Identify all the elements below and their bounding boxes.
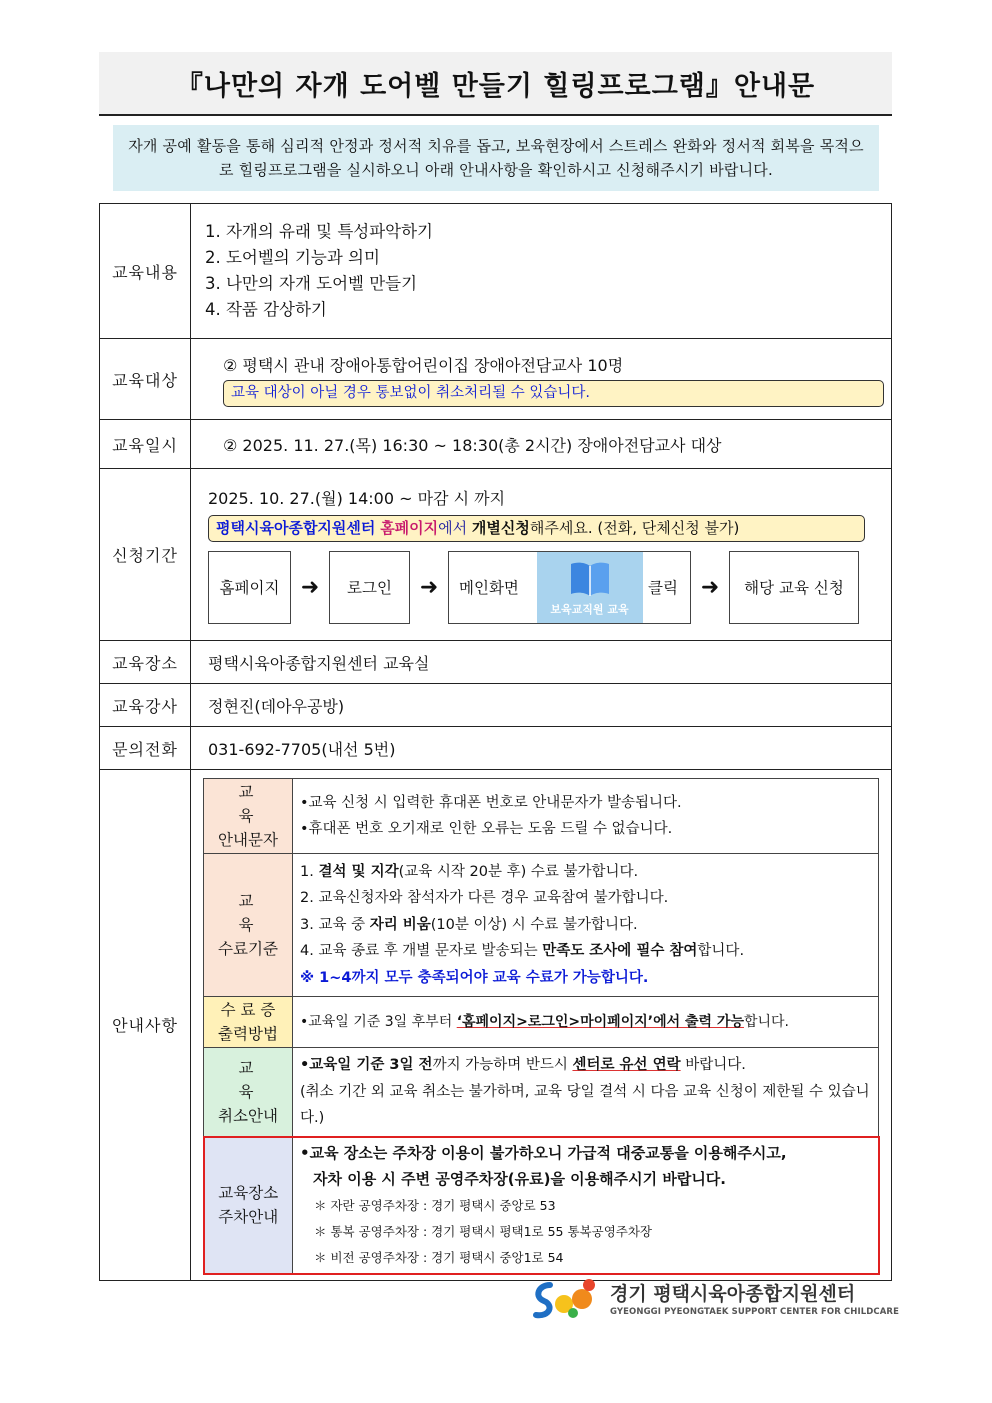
row-content <box>100 204 892 339</box>
content-item-3: 3. 나만의 자개 도어벨 만들기 <box>205 274 418 293</box>
target-text: ② 평택시 관내 장애아통합어린이집 장애아전담교사 10명 <box>223 355 624 375</box>
step-login: 로그인 <box>329 551 410 624</box>
target-note: 교육 대상이 아닐 경우 통보없이 취소처리될 수 있습니다. <box>223 380 884 407</box>
page-title: 『나만의 자개 도어벨 만들기 힐링프로그램』안내문 <box>99 52 892 116</box>
book-icon <box>568 558 612 598</box>
parking-lot-3: ＊ 비전 공영주차장 : 경기 평택시 중앙1로 54 <box>314 1249 564 1265</box>
apply-note-end: 해주세요. (전화, 단체신청 불가) <box>529 518 740 537</box>
apply-flow <box>208 551 868 624</box>
date-text: ② 2025. 11. 27.(목) 16:30 ~ 18:30(총 2시간) 장애아전담교사 대상 <box>223 435 722 455</box>
target-cell <box>191 339 892 420</box>
label-content: 교육내용 <box>100 204 191 339</box>
intro-text: 자개 공예 활동을 통해 심리적 안정과 정서적 치유를 돕고, 보육현장에서 스트레스 완화와 정서적 회복을 목적으로 힐링프로그램을 실시하오니 아래 안내사항을 확인하시고 신청해주시기 바랍니다. <box>113 125 879 191</box>
completion-label-a: 교 육 <box>238 892 274 934</box>
content-item-2: 2. 도어벨의 기능과 의미 <box>205 248 380 267</box>
notice-sms <box>204 779 879 854</box>
parking-body <box>293 1137 879 1274</box>
label-date: 교육일시 <box>100 420 191 469</box>
arrow-icon: ➜ <box>300 574 320 600</box>
step-click: 클릭 <box>648 579 678 597</box>
completion-label <box>204 854 293 997</box>
content-item-1: 1. 자개의 유래 및 특성파악하기 <box>205 222 433 241</box>
certificate-label-b: 출력방법 <box>218 1025 278 1043</box>
cancel-label <box>204 1048 293 1137</box>
label-phone: 문의전화 <box>100 727 191 770</box>
parking-lot-2: ＊ 통복 공영주차장 : 경기 평택시 평택1로 55 통복공영주차장 <box>314 1223 653 1239</box>
row-apply <box>100 469 892 641</box>
row-place <box>100 641 892 684</box>
step-apply: 해당 교육 신청 <box>729 551 859 624</box>
cancel-line-2: (취소 기간 외 교육 취소는 불가하며, 교육 당일 결석 시 다음 교육 신청이 제한될 수 있습니다.) <box>300 1083 870 1126</box>
cancel-label-a: 교 육 <box>238 1058 274 1101</box>
certificate-label-a: 수 료 증 <box>220 1001 276 1019</box>
step-main <box>448 551 691 624</box>
apply-cell <box>191 469 892 641</box>
notice-parking <box>204 1137 879 1274</box>
info-table <box>99 203 892 1281</box>
step-main-label: 메인화면 <box>459 579 519 597</box>
row-date <box>100 420 892 469</box>
center-logo-mark <box>530 1277 604 1321</box>
place-text: 평택시육아종합지원센터 교육실 <box>191 641 892 684</box>
sms-label-a: 교 육 <box>238 783 274 825</box>
center-logo <box>530 1277 899 1323</box>
lecturer-text: 정현진(데아우공방) <box>191 684 892 727</box>
sms-label-b: 안내문자 <box>218 831 278 849</box>
content-item-4: 4. 작품 감상하기 <box>205 300 327 319</box>
education-banner <box>537 552 643 623</box>
row-target <box>100 339 892 420</box>
sms-line-1: •교육 신청 시 입력한 휴대폰 번호로 안내문자가 발송됩니다. <box>300 794 682 811</box>
date-cell <box>191 420 892 469</box>
label-lecturer: 교육강사 <box>100 684 191 727</box>
notice-completion <box>204 854 879 997</box>
label-place: 교육장소 <box>100 641 191 684</box>
row-notice <box>100 770 892 1281</box>
apply-note-mid: 에서 <box>438 518 468 537</box>
label-apply: 신청기간 <box>100 469 191 641</box>
content-cell <box>191 204 892 339</box>
label-target: 교육대상 <box>100 339 191 420</box>
parking-line-1: •교육 장소는 주차장 이용이 불가하오니 가급적 대중교통을 이용해주시고, <box>300 1143 787 1162</box>
certificate-body: •교육일 기준 3일 후부터 ‘홈페이지>로그인>마이페이지’에서 출력 가능합니다. <box>293 997 879 1048</box>
parking-label <box>204 1137 293 1274</box>
certificate-label <box>204 997 293 1048</box>
cancel-line-1: •교육일 기준 3일 전까지 가능하며 반드시 센터로 유선 연락 바랍니다. <box>300 1057 746 1073</box>
step-homepage: 홈페이지 <box>208 551 291 624</box>
completion-label-b: 수료기준 <box>218 940 278 958</box>
completion-line-3: 3. 교육 중 자리 비움(10분 이상) 시 수료 불가합니다. <box>300 916 638 933</box>
parking-label-b: 주차안내 <box>218 1208 279 1226</box>
notice-certificate <box>204 997 879 1048</box>
notice-table <box>203 778 880 1275</box>
completion-line-5: ※ 1~4까지 모두 충족되어야 교육 수료가 가능합니다. <box>300 969 649 986</box>
completion-line-4: 4. 교육 종료 후 개별 문자로 발송되는 만족도 조사에 필수 참여합니다. <box>300 943 745 960</box>
phone-text: 031-692-7705(내선 5번) <box>191 727 892 770</box>
completion-line-1: 1. 결석 및 지각(교육 시작 20분 후) 수료 불가합니다. <box>300 863 639 880</box>
row-lecturer <box>100 684 892 727</box>
apply-note <box>208 515 865 542</box>
center-name-ko: 경기 평택시육아종합지원센터 <box>610 1283 856 1305</box>
completion-line-2: 2. 교육신청자와 참석자가 다른 경우 교육참여 불가합니다. <box>300 890 669 907</box>
arrow-icon: ➜ <box>700 574 720 600</box>
apply-note-home: 홈페이지 <box>380 518 439 537</box>
cancel-label-b: 취소안내 <box>218 1106 278 1125</box>
cancel-body <box>293 1048 879 1137</box>
apply-note-center: 평택시육아종합지원센터 <box>216 518 376 537</box>
parking-line-2: 자차 이용 시 주변 공영주차장(유료)을 이용해주시기 바랍니다. <box>313 1170 726 1188</box>
apply-period: 2025. 10. 27.(월) 14:00 ~ 마감 시 까지 <box>208 488 506 508</box>
banner-label: 보육교직원 교육 <box>550 602 629 616</box>
completion-body <box>293 854 879 997</box>
sms-body <box>293 779 879 854</box>
apply-note-individual: 개별신청 <box>471 518 530 537</box>
notice-cell <box>191 770 892 1281</box>
notice-cancel <box>204 1048 879 1137</box>
parking-lot-1: ＊ 자란 공영주차장 : 경기 평택시 중앙로 53 <box>314 1197 556 1213</box>
parking-label-a: 교육장소 <box>218 1184 279 1202</box>
center-name-en: GYEONGGI PYEONGTAEK SUPPORT CENTER FOR CHILDCARE <box>610 1307 899 1317</box>
sms-line-2: •휴대폰 번호 오기재로 인한 오류는 도움 드릴 수 없습니다. <box>300 821 673 837</box>
row-phone <box>100 727 892 770</box>
arrow-icon: ➜ <box>419 574 439 600</box>
sms-label <box>204 779 293 854</box>
label-notice: 안내사항 <box>100 770 191 1281</box>
